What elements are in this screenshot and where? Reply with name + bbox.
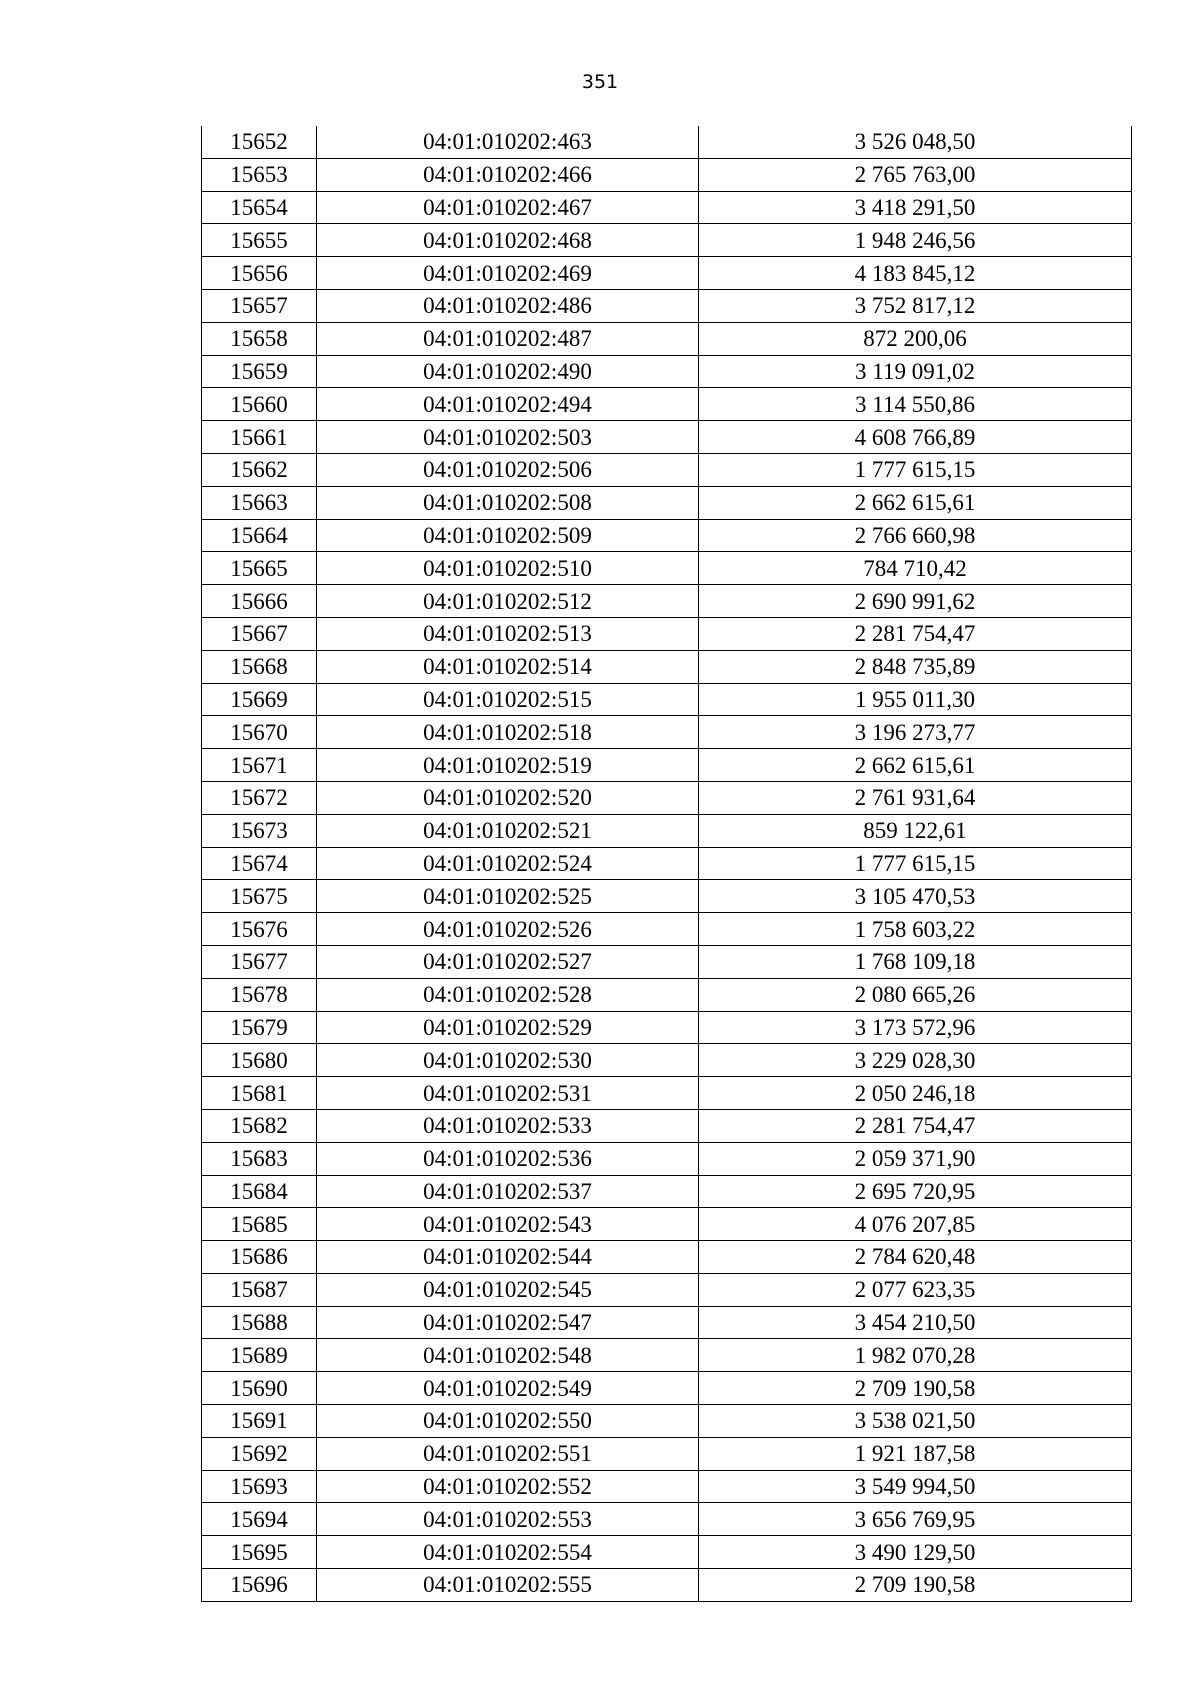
table-row: [202, 1339, 1132, 1372]
table-row: [202, 847, 1132, 880]
row-number-cell: 15663: [202, 486, 317, 519]
cadastral-number-cell: 04:01:010202:549: [317, 1372, 699, 1405]
table-row: [202, 519, 1132, 552]
cadastral-number-cell: 04:01:010202:552: [317, 1470, 699, 1503]
table-row: [202, 1273, 1132, 1306]
cadastral-number-cell: 04:01:010202:543: [317, 1208, 699, 1241]
row-number-cell: 15672: [202, 781, 317, 814]
cadastral-number-cell: 04:01:010202:469: [317, 257, 699, 290]
cadastral-number-cell: 04:01:010202:513: [317, 617, 699, 650]
cadastral-number-cell: 04:01:010202:514: [317, 650, 699, 683]
cadastral-value-cell: 2 077 623,35: [699, 1273, 1132, 1306]
cadastral-number-cell: 04:01:010202:525: [317, 880, 699, 913]
row-number-cell: 15686: [202, 1241, 317, 1274]
row-number-cell: 15690: [202, 1372, 317, 1405]
cadastral-value-cell: 3 752 817,12: [699, 289, 1132, 322]
table-row: [202, 126, 1132, 158]
row-number-cell: 15691: [202, 1405, 317, 1438]
table-row: [202, 355, 1132, 388]
cadastral-value-cell: 3 196 273,77: [699, 716, 1132, 749]
cadastral-number-cell: 04:01:010202:537: [317, 1175, 699, 1208]
table-body: [202, 126, 1132, 1601]
row-number-cell: 15659: [202, 355, 317, 388]
cadastral-number-cell: 04:01:010202:554: [317, 1536, 699, 1569]
cadastral-value-cell: 1 758 603,22: [699, 913, 1132, 946]
cadastral-value-cell: 2 709 190,58: [699, 1372, 1132, 1405]
row-number-cell: 15653: [202, 158, 317, 191]
table-row: [202, 1109, 1132, 1142]
row-number-cell: 15654: [202, 191, 317, 224]
row-number-cell: 15694: [202, 1503, 317, 1536]
table-row: [202, 1011, 1132, 1044]
row-number-cell: 15669: [202, 683, 317, 716]
row-number-cell: 15660: [202, 388, 317, 421]
cadastral-number-cell: 04:01:010202:467: [317, 191, 699, 224]
cadastral-value-cell: 3 119 091,02: [699, 355, 1132, 388]
cadastral-value-cell: 4 183 845,12: [699, 257, 1132, 290]
row-number-cell: 15688: [202, 1306, 317, 1339]
cadastral-value-cell: 2 050 246,18: [699, 1077, 1132, 1110]
row-number-cell: 15664: [202, 519, 317, 552]
cadastral-value-cell: 2 709 190,58: [699, 1569, 1132, 1602]
cadastral-number-cell: 04:01:010202:520: [317, 781, 699, 814]
table-row: [202, 683, 1132, 716]
cadastral-value-cell: 3 526 048,50: [699, 126, 1132, 158]
row-number-cell: 15696: [202, 1569, 317, 1602]
cadastral-value-cell: 2 281 754,47: [699, 617, 1132, 650]
table-row: [202, 814, 1132, 847]
table-row: [202, 749, 1132, 782]
cadastral-number-cell: 04:01:010202:551: [317, 1437, 699, 1470]
table-row: [202, 421, 1132, 454]
row-number-cell: 15685: [202, 1208, 317, 1241]
row-number-cell: 15679: [202, 1011, 317, 1044]
cadastral-value-cell: 3 490 129,50: [699, 1536, 1132, 1569]
table-row: [202, 322, 1132, 355]
cadastral-value-cell: 1 982 070,28: [699, 1339, 1132, 1372]
cadastral-number-cell: 04:01:010202:468: [317, 224, 699, 257]
cadastral-value-cell: 4 608 766,89: [699, 421, 1132, 454]
row-number-cell: 15655: [202, 224, 317, 257]
row-number-cell: 15662: [202, 453, 317, 486]
cadastral-number-cell: 04:01:010202:506: [317, 453, 699, 486]
row-number-cell: 15695: [202, 1536, 317, 1569]
cadastral-value-cell: 1 948 246,56: [699, 224, 1132, 257]
table-row: [202, 453, 1132, 486]
table-row: [202, 978, 1132, 1011]
cadastral-value-cell: 2 059 371,90: [699, 1142, 1132, 1175]
row-number-cell: 15671: [202, 749, 317, 782]
cadastral-value-table: [201, 126, 1132, 1602]
cadastral-number-cell: 04:01:010202:503: [317, 421, 699, 454]
cadastral-number-cell: 04:01:010202:526: [317, 913, 699, 946]
table-row: [202, 1077, 1132, 1110]
cadastral-number-cell: 04:01:010202:519: [317, 749, 699, 782]
table-row: [202, 191, 1132, 224]
table-row: [202, 158, 1132, 191]
cadastral-value-cell: 3 549 994,50: [699, 1470, 1132, 1503]
cadastral-number-cell: 04:01:010202:555: [317, 1569, 699, 1602]
cadastral-value-cell: 784 710,42: [699, 552, 1132, 585]
row-number-cell: 15667: [202, 617, 317, 650]
cadastral-number-cell: 04:01:010202:531: [317, 1077, 699, 1110]
table-row: [202, 913, 1132, 946]
table-row: [202, 1044, 1132, 1077]
cadastral-number-cell: 04:01:010202:524: [317, 847, 699, 880]
row-number-cell: 15656: [202, 257, 317, 290]
cadastral-number-cell: 04:01:010202:530: [317, 1044, 699, 1077]
cadastral-number-cell: 04:01:010202:512: [317, 585, 699, 618]
table-row: [202, 650, 1132, 683]
cadastral-number-cell: 04:01:010202:487: [317, 322, 699, 355]
cadastral-number-cell: 04:01:010202:533: [317, 1109, 699, 1142]
row-number-cell: 15670: [202, 716, 317, 749]
cadastral-number-cell: 04:01:010202:494: [317, 388, 699, 421]
table-row: [202, 781, 1132, 814]
cadastral-number-cell: 04:01:010202:521: [317, 814, 699, 847]
cadastral-value-cell: 2 761 931,64: [699, 781, 1132, 814]
cadastral-value-cell: 2 281 754,47: [699, 1109, 1132, 1142]
cadastral-value-cell: 1 921 187,58: [699, 1437, 1132, 1470]
cadastral-value-cell: 872 200,06: [699, 322, 1132, 355]
row-number-cell: 15681: [202, 1077, 317, 1110]
cadastral-value-cell: 1 955 011,30: [699, 683, 1132, 716]
row-number-cell: 15684: [202, 1175, 317, 1208]
table-row: [202, 552, 1132, 585]
row-number-cell: 15677: [202, 945, 317, 978]
table-row: [202, 617, 1132, 650]
row-number-cell: 15666: [202, 585, 317, 618]
row-number-cell: 15693: [202, 1470, 317, 1503]
cadastral-number-cell: 04:01:010202:553: [317, 1503, 699, 1536]
cadastral-number-cell: 04:01:010202:518: [317, 716, 699, 749]
cadastral-number-cell: 04:01:010202:510: [317, 552, 699, 585]
row-number-cell: 15661: [202, 421, 317, 454]
table-row: [202, 1569, 1132, 1602]
cadastral-value-cell: 3 454 210,50: [699, 1306, 1132, 1339]
cadastral-number-cell: 04:01:010202:536: [317, 1142, 699, 1175]
page-number: 351: [581, 71, 619, 93]
row-number-cell: 15692: [202, 1437, 317, 1470]
cadastral-number-cell: 04:01:010202:490: [317, 355, 699, 388]
cadastral-value-cell: 2 784 620,48: [699, 1241, 1132, 1274]
row-number-cell: 15674: [202, 847, 317, 880]
cadastral-value-cell: 1 768 109,18: [699, 945, 1132, 978]
table-row: [202, 1437, 1132, 1470]
cadastral-number-cell: 04:01:010202:527: [317, 945, 699, 978]
table-row: [202, 880, 1132, 913]
table-row: [202, 1175, 1132, 1208]
cadastral-value-cell: 2 766 660,98: [699, 519, 1132, 552]
row-number-cell: 15680: [202, 1044, 317, 1077]
table-row: [202, 1142, 1132, 1175]
cadastral-number-cell: 04:01:010202:463: [317, 126, 699, 158]
cadastral-value-cell: 3 114 550,86: [699, 388, 1132, 421]
row-number-cell: 15658: [202, 322, 317, 355]
table-row: [202, 1536, 1132, 1569]
row-number-cell: 15665: [202, 552, 317, 585]
table-row: [202, 1470, 1132, 1503]
cadastral-number-cell: 04:01:010202:529: [317, 1011, 699, 1044]
cadastral-value-cell: 2 662 615,61: [699, 749, 1132, 782]
cadastral-value-cell: 2 765 763,00: [699, 158, 1132, 191]
table-row: [202, 1372, 1132, 1405]
cadastral-value-cell: 1 777 615,15: [699, 847, 1132, 880]
cadastral-value-cell: 3 418 291,50: [699, 191, 1132, 224]
table-row: [202, 945, 1132, 978]
cadastral-value-cell: 2 695 720,95: [699, 1175, 1132, 1208]
row-number-cell: 15652: [202, 126, 317, 158]
table-row: [202, 1208, 1132, 1241]
row-number-cell: 15682: [202, 1109, 317, 1142]
table-row: [202, 257, 1132, 290]
table-row: [202, 1306, 1132, 1339]
row-number-cell: 15689: [202, 1339, 317, 1372]
cadastral-number-cell: 04:01:010202:515: [317, 683, 699, 716]
cadastral-value-cell: 3 656 769,95: [699, 1503, 1132, 1536]
table-row: [202, 585, 1132, 618]
cadastral-number-cell: 04:01:010202:508: [317, 486, 699, 519]
table-row: [202, 1405, 1132, 1438]
cadastral-number-cell: 04:01:010202:547: [317, 1306, 699, 1339]
cadastral-number-cell: 04:01:010202:550: [317, 1405, 699, 1438]
row-number-cell: 15678: [202, 978, 317, 1011]
table-row: [202, 224, 1132, 257]
cadastral-number-cell: 04:01:010202:509: [317, 519, 699, 552]
cadastral-number-cell: 04:01:010202:486: [317, 289, 699, 322]
cadastral-value-cell: 4 076 207,85: [699, 1208, 1132, 1241]
cadastral-value-cell: 2 662 615,61: [699, 486, 1132, 519]
row-number-cell: 15673: [202, 814, 317, 847]
table-row: [202, 486, 1132, 519]
cadastral-value-cell: 3 229 028,30: [699, 1044, 1132, 1077]
row-number-cell: 15683: [202, 1142, 317, 1175]
cadastral-number-cell: 04:01:010202:545: [317, 1273, 699, 1306]
cadastral-value-cell: 859 122,61: [699, 814, 1132, 847]
cadastral-number-cell: 04:01:010202:528: [317, 978, 699, 1011]
cadastral-number-cell: 04:01:010202:544: [317, 1241, 699, 1274]
cadastral-value-cell: 3 173 572,96: [699, 1011, 1132, 1044]
cadastral-value-cell: 2 080 665,26: [699, 978, 1132, 1011]
table-row: [202, 388, 1132, 421]
cadastral-number-cell: 04:01:010202:548: [317, 1339, 699, 1372]
table-row: [202, 1241, 1132, 1274]
cadastral-value-cell: 2 690 991,62: [699, 585, 1132, 618]
row-number-cell: 15657: [202, 289, 317, 322]
cadastral-value-cell: 3 105 470,53: [699, 880, 1132, 913]
table-row: [202, 289, 1132, 322]
row-number-cell: 15687: [202, 1273, 317, 1306]
cadastral-value-cell: 3 538 021,50: [699, 1405, 1132, 1438]
cadastral-value-cell: 1 777 615,15: [699, 453, 1132, 486]
cadastral-value-cell: 2 848 735,89: [699, 650, 1132, 683]
row-number-cell: 15668: [202, 650, 317, 683]
table-row: [202, 1503, 1132, 1536]
row-number-cell: 15676: [202, 913, 317, 946]
row-number-cell: 15675: [202, 880, 317, 913]
cadastral-number-cell: 04:01:010202:466: [317, 158, 699, 191]
table-row: [202, 716, 1132, 749]
